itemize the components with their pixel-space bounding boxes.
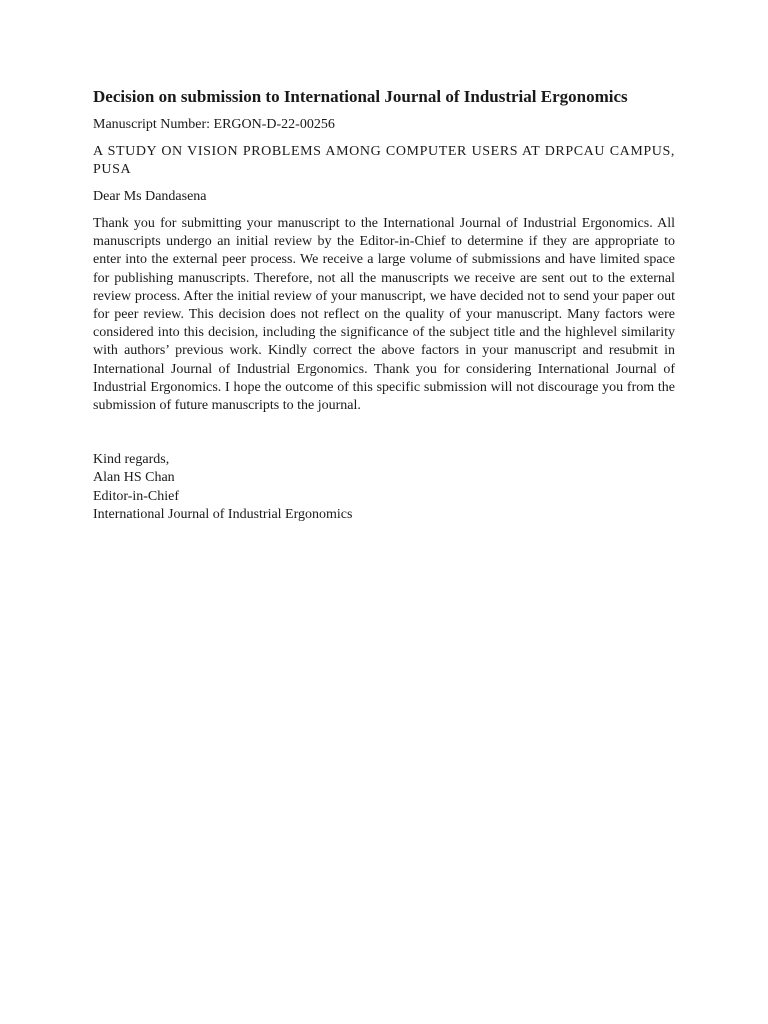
letter-title: Decision on submission to International Journal of Industrial Ergonomics bbox=[93, 87, 628, 106]
salutation: Dear Ms Dandasena bbox=[93, 189, 207, 204]
manuscript-title: A STUDY ON VISION PROBLEMS AMONG COMPUTER USERS AT DRPCAU CAMPUS, PUSA bbox=[93, 144, 675, 177]
signer-role: Editor-in-Chief bbox=[93, 488, 180, 504]
manuscript-number: Manuscript Number: ERGON-D-22-00256 bbox=[93, 117, 335, 132]
signature-block bbox=[93, 451, 675, 524]
letter-page bbox=[93, 86, 675, 524]
letter-body: Thank you for submitting your manuscript to the International Journal of Industrial Ergonomics. All manuscripts undergo an initial review by the Editor-in-Chief to determine if they are appropriate to enter into the external peer process. We receive a large volume of submissions and have limited space for publishing manuscripts. Therefore, not all the manuscripts we receive are sent out to the external review process. After the initial review of your manuscript, we have decided not to send your paper out for peer review. This decision does not reflect on the quality of your manuscript. Many factors were considered into this decision, including the significance of the subject title and the highlevel similarity with authors’ previous work. Kindly correct the above factors in your manuscript and resubmit in International Journal of Industrial Ergonomics. Thank you for considering International Journal of Industrial Ergonomics. I hope the outcome of this specific submission will not discourage you from the submission of future manuscripts to the journal. bbox=[93, 216, 675, 414]
closing: Kind regards, bbox=[93, 452, 170, 468]
signer-name: Alan HS Chan bbox=[93, 470, 175, 486]
signer-organization: International Journal of Industrial Ergonomics bbox=[93, 506, 353, 522]
